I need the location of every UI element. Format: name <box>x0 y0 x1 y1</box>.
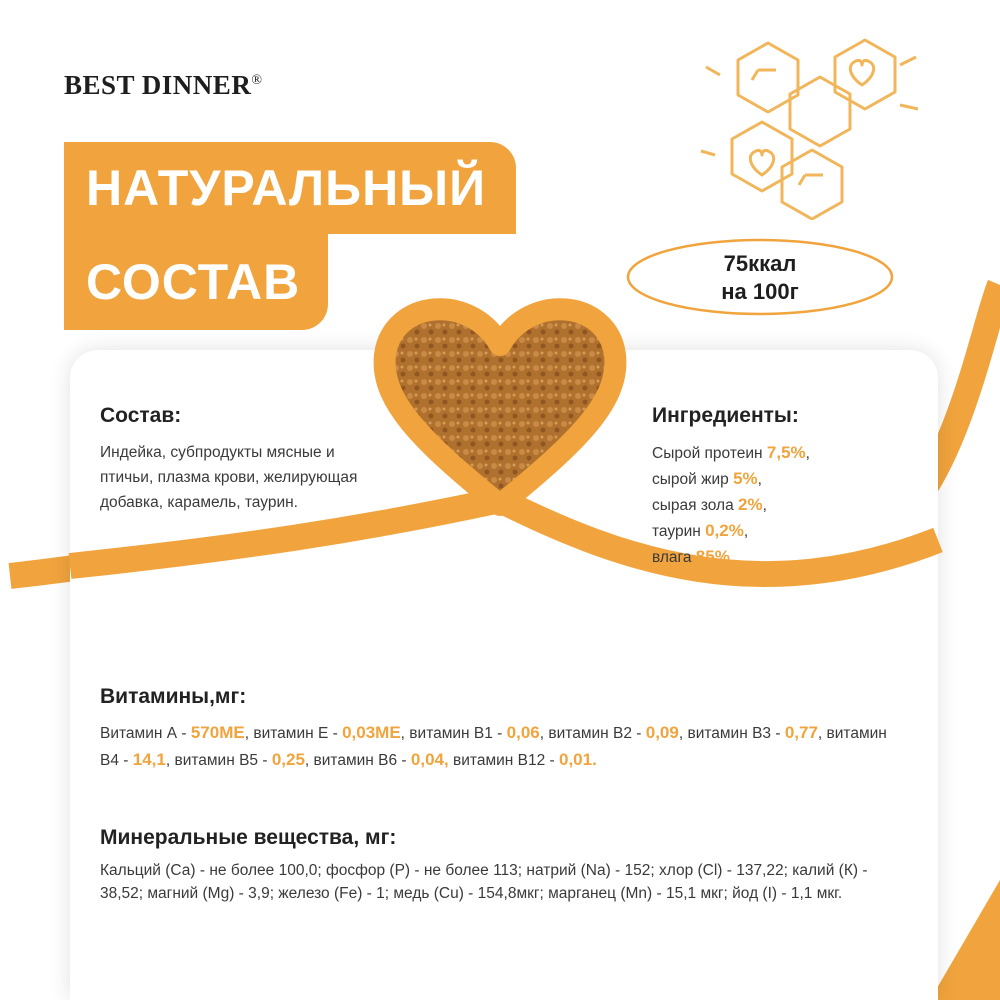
registered-mark: ® <box>251 73 263 88</box>
vitamin-label: витамин В6 - <box>313 752 411 769</box>
ingredient-label: сырой жир <box>652 471 734 488</box>
ingredient-separator: , <box>805 445 810 462</box>
vitamin-label: витамин В4 - <box>100 725 887 769</box>
ingredient-label: влага <box>652 549 696 566</box>
honeycomb-icon <box>700 25 930 220</box>
composition-title: Состав: <box>100 404 182 427</box>
ingredient-separator: , <box>743 523 749 540</box>
ingredient-separator: , <box>762 497 767 514</box>
vitamins-list <box>100 720 900 774</box>
brand-logo <box>64 70 262 101</box>
vitamin-separator: , <box>165 752 175 769</box>
vitamin-separator: , <box>304 752 314 769</box>
energy-value <box>632 250 888 306</box>
ingredients-title: Ингредиенты: <box>652 404 799 427</box>
vitamin-value: 0,04, <box>410 750 449 769</box>
vitamin-value: 0,06 <box>506 723 540 742</box>
ingredient-label: таурин <box>652 523 706 540</box>
energy-per: на 100г <box>721 279 799 304</box>
headline-banner-2 <box>64 234 328 330</box>
vitamin-value: 0,09 <box>645 723 679 742</box>
vitamin-value: 0,25 <box>271 750 305 769</box>
ingredient-label: сырая зола <box>652 497 739 514</box>
brand-name: BEST DINNER <box>64 70 252 100</box>
minerals-title: Минеральные вещества, мг: <box>100 826 397 849</box>
ingredient-value: 5% <box>733 469 758 488</box>
vitamin-value: 0,03МЕ <box>342 723 401 742</box>
vitamin-separator: , <box>817 725 827 742</box>
ingredient-value: 2% <box>738 495 763 514</box>
minerals-text: Кальций (Са) - не более 100,0; фосфор (Р) - не более 113; натрий (Na) - 152; хлор (Cl) - 137,22; калий (К) - 38,52; магний (Mg) - 3,9; железо (Fe) - 1; медь (Cu) - 154,8мкг; марганец (Mn) - 15,1 мкг; йод (I) - 1,1 мкг. <box>100 862 868 902</box>
vitamin-separator: , <box>539 725 549 742</box>
vitamin-label: витамин В3 - <box>687 725 785 742</box>
vitamin-label: витамин В5 - <box>174 752 272 769</box>
composition-text: Индейка, субпродукты мясные и птичьи, плазма крови, желирующая добавка, карамель, таурин. <box>100 444 358 511</box>
ingredient-separator: , <box>757 471 762 488</box>
vitamin-value: 14,1 <box>132 750 166 769</box>
vitamin-separator: , <box>244 725 254 742</box>
vitamin-value: 0,77 <box>784 723 818 742</box>
vitamin-separator: , <box>400 725 410 742</box>
vitamin-value: 0,01. <box>559 750 597 769</box>
ingredients-list <box>652 440 892 570</box>
energy-kcal: 75ккал <box>723 251 797 276</box>
vitamin-label: Витамин А - <box>100 725 191 742</box>
vitamin-label: витамин В2 - <box>548 725 646 742</box>
ingredient-value: 0,2% <box>705 521 744 540</box>
headline-line-2: СОСТАВ <box>86 254 301 310</box>
headline-banner-1 <box>64 142 516 234</box>
vitamins-title: Витамины,мг: <box>100 685 247 708</box>
corner-accent <box>930 880 1000 1000</box>
vitamin-separator: , <box>678 725 688 742</box>
vitamin-label: витамин Е - <box>253 725 343 742</box>
ingredient-value: 85% <box>695 547 730 566</box>
headline-line-1: НАТУРАЛЬНЫЙ <box>86 160 487 216</box>
ingredient-label: Сырой протеин <box>652 445 767 462</box>
vitamin-label: витамин В1 - <box>409 725 507 742</box>
ingredient-value: 7,5% <box>766 443 806 462</box>
vitamin-label: витамин В12 - <box>453 752 559 769</box>
vitamin-value: 570МЕ <box>190 723 245 742</box>
